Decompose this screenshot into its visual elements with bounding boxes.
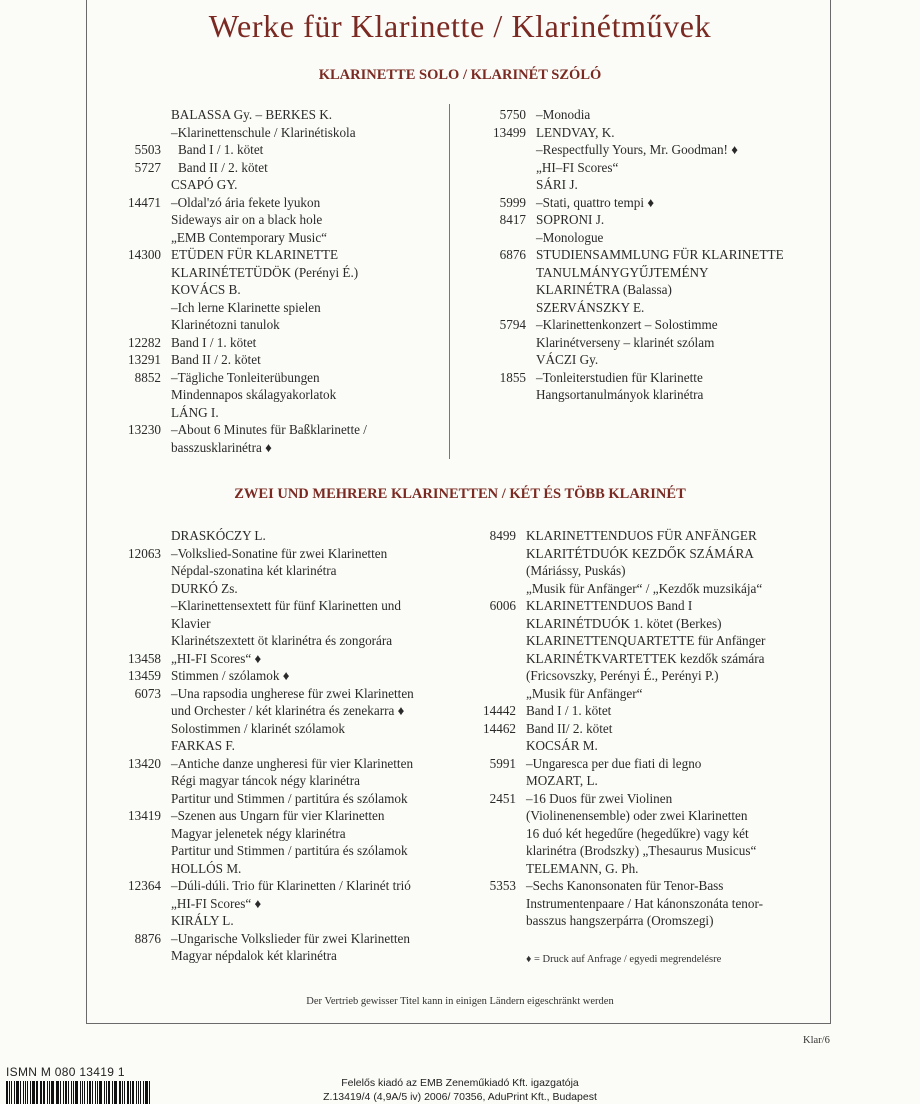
catalog-entry: [526, 545, 826, 563]
catalog-entry: [489, 790, 826, 808]
catalog-entry: [171, 439, 441, 457]
catalog-title: Klarinétozni tanulok: [171, 317, 280, 332]
catalog-title: –Ungaresca per due fiati di legno: [526, 755, 702, 771]
catalog-number: 13291: [128, 352, 161, 367]
catalog-title: –Stati, quattro tempi ♦: [536, 194, 655, 210]
catalog-number: 14471: [128, 194, 161, 210]
catalog-entry: [134, 369, 441, 387]
catalog-number: 1855: [499, 369, 526, 385]
catalog-entry: [526, 650, 826, 668]
catalog-entry: [128, 334, 441, 352]
catalog-title: –Monodia: [536, 107, 591, 122]
catalog-title: KLARINETTENDUOS Band I: [526, 598, 693, 613]
catalog-title: –Ungarische Volkslieder für zwei Klarinetten: [171, 930, 411, 946]
catalog-title: LÁNG I.: [171, 404, 219, 420]
catalog-entry: [128, 877, 456, 895]
corner-code: Klar/6: [803, 1035, 830, 1046]
catalog-title: MOZART, L.: [526, 773, 598, 788]
page-title: Werke für Klarinette / Klarinétművek: [208, 8, 712, 44]
catalog-title: –Klarinettensextett für fünf Klarinetten und: [171, 598, 401, 613]
catalog-title: „HI-FI Scores“ ♦: [171, 895, 262, 911]
catalog-entry: [171, 947, 456, 965]
catalog-entry: [493, 124, 826, 142]
catalog-title: –Volkslied-Sonatine für zwei Klarinetten: [171, 545, 388, 561]
catalog-entry: [171, 842, 456, 860]
catalog-entry: [171, 632, 456, 650]
catalog-title: DRASKÓCZY L.: [171, 528, 266, 543]
catalog-entry: [171, 912, 456, 930]
catalog-title: KOCSÁR M.: [526, 738, 598, 753]
catalog-title: DURKÓ Zs.: [171, 580, 238, 596]
catalog-entry: [526, 667, 826, 685]
catalog-entry: [171, 562, 456, 580]
catalog-entry: [134, 685, 456, 703]
catalog-title: –Oldal'zó ária fekete lyukon: [171, 194, 321, 210]
catalog-entry: [128, 667, 456, 685]
catalog-entry: [526, 825, 826, 843]
catalog-number: 6876: [499, 247, 526, 262]
catalog-entry: [536, 264, 826, 282]
catalog-entry: [171, 176, 441, 194]
catalog-entry: [489, 755, 826, 773]
catalog-title: –Klarinettenschule / Klarinétiskola: [171, 124, 356, 140]
isbn-label: ISMN M 080 13419 1: [6, 1065, 125, 1079]
catalog-title: Klarinétverseny – klarinét szólam: [536, 334, 715, 350]
catalog-title: Mindennapos skálagyakorlatok: [171, 387, 337, 402]
catalog-title: basszus hangszerpárra (Oromszegi): [526, 913, 714, 928]
catalog-entry: [536, 176, 826, 194]
catalog-entry: [128, 545, 456, 563]
catalog-title: Stimmen / szólamok ♦: [171, 668, 290, 683]
catalog-number: 14462: [483, 720, 516, 736]
catalog-entry: [171, 825, 456, 843]
catalog-title: HOLLÓS M.: [171, 860, 242, 876]
catalog-entry: [536, 229, 826, 247]
catalog-number: 12282: [128, 334, 161, 350]
catalog-title: –16 Duos für zwei Violinen: [526, 790, 673, 806]
catalog-title: Partitur und Stimmen / partitúra és szólamok: [171, 843, 408, 858]
catalog-entry: [171, 737, 456, 755]
catalog-entry: [171, 772, 456, 790]
catalog-entry: [536, 281, 826, 299]
catalog-title: „HI–FI Scores“: [536, 159, 619, 175]
catalog-title: „HI-FI Scores“ ♦: [171, 650, 262, 666]
catalog-entry: [128, 194, 441, 212]
catalog-entry: [171, 720, 456, 738]
catalog-entry: [526, 895, 826, 913]
column-divider: [449, 104, 450, 459]
catalog-entry: [171, 790, 456, 808]
catalog-entry: [171, 527, 456, 545]
catalog-entry: [134, 930, 456, 948]
catalog-number: 8417: [499, 212, 526, 227]
catalog-number: 13420: [128, 755, 161, 771]
catalog-entry: [526, 737, 826, 755]
catalog-title: Sideways air on a black hole: [171, 212, 323, 227]
catalog-title: STUDIENSAMMLUNG FÜR KLARINETTE: [536, 247, 784, 262]
catalog-number: 13419: [128, 808, 161, 823]
catalog-title: ETÜDEN FÜR KLARINETTE: [171, 247, 339, 262]
catalog-entry: [128, 246, 441, 264]
catalog-number: 6073: [134, 685, 161, 701]
catalog-title: –Tägliche Tonleiterübungen: [171, 369, 320, 385]
publisher-line-2: Z.13419/4 (4,9A/5 iv) 2006/ 70356, AduPrint Kft., Budapest: [323, 1091, 597, 1103]
catalog-entry: [526, 562, 826, 580]
catalog-number: 2451: [489, 790, 516, 806]
catalog-title: Klarinétszextett öt klarinétra és zongorára: [171, 633, 393, 648]
catalog-entry: [171, 229, 441, 247]
catalog-title: Népdal-szonatina két klarinétra: [171, 563, 337, 578]
catalog-title: (Violinenensemble) oder zwei Klarinetten: [526, 808, 748, 823]
catalog-title: –About 6 Minutes für Baßklarinette /: [171, 422, 367, 437]
catalog-number: 5503: [134, 142, 161, 157]
section-heading-solo: KLARINETTE SOLO / KLARINÉT SZÓLÓ: [318, 67, 602, 83]
catalog-entry: [499, 194, 826, 212]
catalog-title: VÁCZI Gy.: [536, 352, 599, 367]
catalog-entry: [483, 720, 826, 738]
catalog-title: –Antiche danze ungheresi für vier Klarinetten: [171, 755, 414, 771]
multi-right-column: [483, 527, 826, 930]
catalog-title: BALASSA Gy. – BERKES K.: [171, 107, 333, 122]
catalog-title: FARKAS F.: [171, 738, 235, 753]
catalog-number: 12063: [128, 545, 161, 561]
catalog-title: Klavier: [171, 615, 211, 631]
catalog-entry: [171, 404, 441, 422]
catalog-entry: [134, 141, 441, 159]
catalog-title: Band II / 2. kötet: [178, 159, 268, 175]
catalog-title: Band I / 1. kötet: [178, 142, 264, 157]
catalog-title: SZERVÁNSZKY E.: [536, 299, 645, 315]
catalog-entry: [171, 124, 441, 142]
catalog-title: Solostimmen / klarinét szólamok: [171, 720, 345, 736]
solo-right-column: [493, 106, 826, 404]
catalog-title: –Sechs Kanonsonaten für Tenor-Bass: [526, 878, 724, 893]
catalog-entry: [171, 615, 456, 633]
catalog-number: 13230: [128, 422, 161, 437]
catalog-title: Régi magyar táncok négy klarinétra: [171, 773, 360, 788]
catalog-number: 5794: [499, 317, 526, 332]
catalog-title: SOPRONI J.: [536, 212, 605, 227]
catalog-title: TELEMANN, G. Ph.: [526, 860, 639, 876]
catalog-entry: [171, 264, 441, 282]
catalog-title: KIRÁLY L.: [171, 913, 234, 928]
catalog-title: KOVÁCS B.: [171, 282, 241, 297]
catalog-entry: [171, 597, 456, 615]
catalog-title: „Musik für Anfänger“ / „Kezdők muzsikája“: [526, 580, 763, 596]
catalog-title: –Klarinettenkonzert – Solostimme: [536, 317, 718, 332]
solo-left-column: [128, 106, 441, 456]
catalog-title: KLARINÉTKVARTETTEK kezdők számára: [526, 650, 765, 666]
catalog-title: CSAPÓ GY.: [171, 177, 238, 192]
catalog-entry: [171, 281, 441, 299]
catalog-entry: [499, 369, 826, 387]
legend-note: ♦ = Druck auf Anfrage / egyedi megrendelésre: [526, 954, 722, 965]
catalog-title: KLARINÉTETÜDÖK (Perényi É.): [171, 264, 359, 280]
catalog-entry: [489, 877, 826, 895]
catalog-number: 12364: [128, 878, 161, 893]
catalog-number: 5727: [134, 159, 161, 175]
catalog-title: KLARINETTENDUOS FÜR ANFÄNGER: [526, 528, 757, 543]
section-heading-multi: ZWEI UND MEHRERE KLARINETTEN / KÉT ÉS TÖBB KLARINÉT: [234, 486, 686, 502]
catalog-title: –Una rapsodia ungherese für zwei Klarinetten: [171, 685, 414, 701]
catalog-title: basszusklarinétra ♦: [171, 439, 272, 455]
catalog-title: SÁRI J.: [536, 177, 578, 192]
catalog-number: 5750: [499, 107, 526, 122]
catalog-number: 5353: [489, 878, 516, 893]
catalog-entry: [536, 334, 826, 352]
catalog-title: 16 duó két hegedűre (hegedűkre) vagy két: [526, 825, 749, 841]
catalog-entry: [526, 860, 826, 878]
catalog-entry: [171, 211, 441, 229]
catalog-title: –Ich lerne Klarinette spielen: [171, 299, 321, 315]
catalog-entry: [171, 299, 441, 317]
catalog-title: Band II/ 2. kötet: [526, 720, 613, 736]
catalog-title: KLARITÉTDUÓK KEZDŐK SZÁMÁRA: [526, 545, 754, 561]
catalog-number: 13459: [128, 668, 161, 683]
catalog-title: TANULMÁNYGYŰJTEMÉNY: [536, 264, 709, 280]
catalog-entry: [499, 316, 826, 334]
catalog-number: 8852: [134, 369, 161, 385]
catalog-entry: [128, 807, 456, 825]
catalog-title: Magyar népdalok két klarinétra: [171, 948, 337, 963]
catalog-title: –Tonleiterstudien für Klarinette: [536, 369, 703, 385]
catalog-title: und Orchester / két klarinétra és zenekarra ♦: [171, 703, 405, 718]
catalog-entry: [526, 807, 826, 825]
catalog-entry: [499, 211, 826, 229]
catalog-number: 5991: [489, 755, 516, 771]
catalog-entry: [171, 386, 441, 404]
catalog-title: –Dúli-dúli. Trio für Klarinetten / Klarinét trió: [171, 878, 411, 893]
catalog-title: Hangsortanulmányok klarinétra: [536, 387, 704, 402]
multi-left-column: [128, 527, 456, 965]
catalog-entry: [526, 615, 826, 633]
catalog-title: Band I / 1. kötet: [171, 334, 257, 350]
catalog-entry: [526, 685, 826, 703]
catalog-title: Partitur und Stimmen / partitúra és szólamok: [171, 790, 408, 806]
catalog-title: KLARINÉTRA (Balassa): [536, 282, 672, 297]
catalog-entry: [171, 895, 456, 913]
catalog-entry: [489, 527, 826, 545]
catalog-number: 5999: [499, 194, 526, 210]
catalog-title: (Fricsovszky, Perényi É., Perényi P.): [526, 668, 719, 683]
catalog-entry: [526, 580, 826, 598]
publisher-line-1: Felelős kiadó az EMB Zeneműkiadó Kft. igazgatója: [341, 1077, 579, 1089]
catalog-entry: [171, 860, 456, 878]
catalog-entry: [499, 246, 826, 264]
catalog-entry: [536, 299, 826, 317]
catalog-entry: [483, 702, 826, 720]
catalog-entry: [128, 421, 441, 439]
catalog-entry: [128, 351, 441, 369]
catalog-entry: [171, 316, 441, 334]
catalog-title: Band I / 1. kötet: [526, 703, 612, 718]
catalog-title: Band II / 2. kötet: [171, 352, 261, 367]
catalog-title: –Monologue: [536, 229, 604, 245]
catalog-number: 8876: [134, 930, 161, 946]
catalog-title: „EMB Contemporary Music“: [171, 229, 328, 245]
catalog-entry: [128, 650, 456, 668]
catalog-entry: [171, 106, 441, 124]
catalog-title: „Musik für Anfänger“: [526, 685, 643, 701]
catalog-title: Instrumentenpaare / Hat kánonszonáta tenor-: [526, 895, 764, 911]
catalog-entry: [536, 141, 826, 159]
catalog-entry: [526, 632, 826, 650]
catalog-title: (Máriássy, Puskás): [526, 563, 626, 578]
catalog-number: 14442: [483, 703, 516, 718]
catalog-entry: [536, 386, 826, 404]
catalog-number: 13499: [493, 124, 526, 140]
catalog-entry: [536, 159, 826, 177]
distribution-note: Der Vertrieb gewisser Titel kann in einigen Ländern eigeschränkt werden: [306, 996, 614, 1007]
catalog-entry: [526, 772, 826, 790]
catalog-entry: [134, 159, 441, 177]
catalog-title: klarinétra (Brodszky) „Thesaurus Musicus“: [526, 843, 757, 858]
catalog-entry: [171, 580, 456, 598]
catalog-entry: [526, 842, 826, 860]
catalog-entry: [536, 351, 826, 369]
catalog-entry: [171, 702, 456, 720]
catalog-number: 6006: [489, 598, 516, 613]
catalog-title: LENDVAY, K.: [536, 124, 615, 140]
catalog-number: 13458: [128, 650, 161, 666]
catalog-title: Magyar jelenetek négy klarinétra: [171, 825, 346, 841]
catalog-title: –Szenen aus Ungarn für vier Klarinetten: [171, 808, 385, 823]
catalog-title: KLARINETTENQUARTETTE für Anfänger: [526, 633, 766, 648]
catalog-number: 14300: [128, 247, 161, 262]
catalog-title: –Respectfully Yours, Mr. Goodman! ♦: [536, 142, 738, 157]
catalog-title: KLARINÉTDUÓK 1. kötet (Berkes): [526, 615, 722, 631]
catalog-entry: [499, 106, 826, 124]
catalog-entry: [526, 912, 826, 930]
catalog-entry: [489, 597, 826, 615]
catalog-number: 8499: [489, 528, 516, 543]
catalog-entry: [128, 755, 456, 773]
